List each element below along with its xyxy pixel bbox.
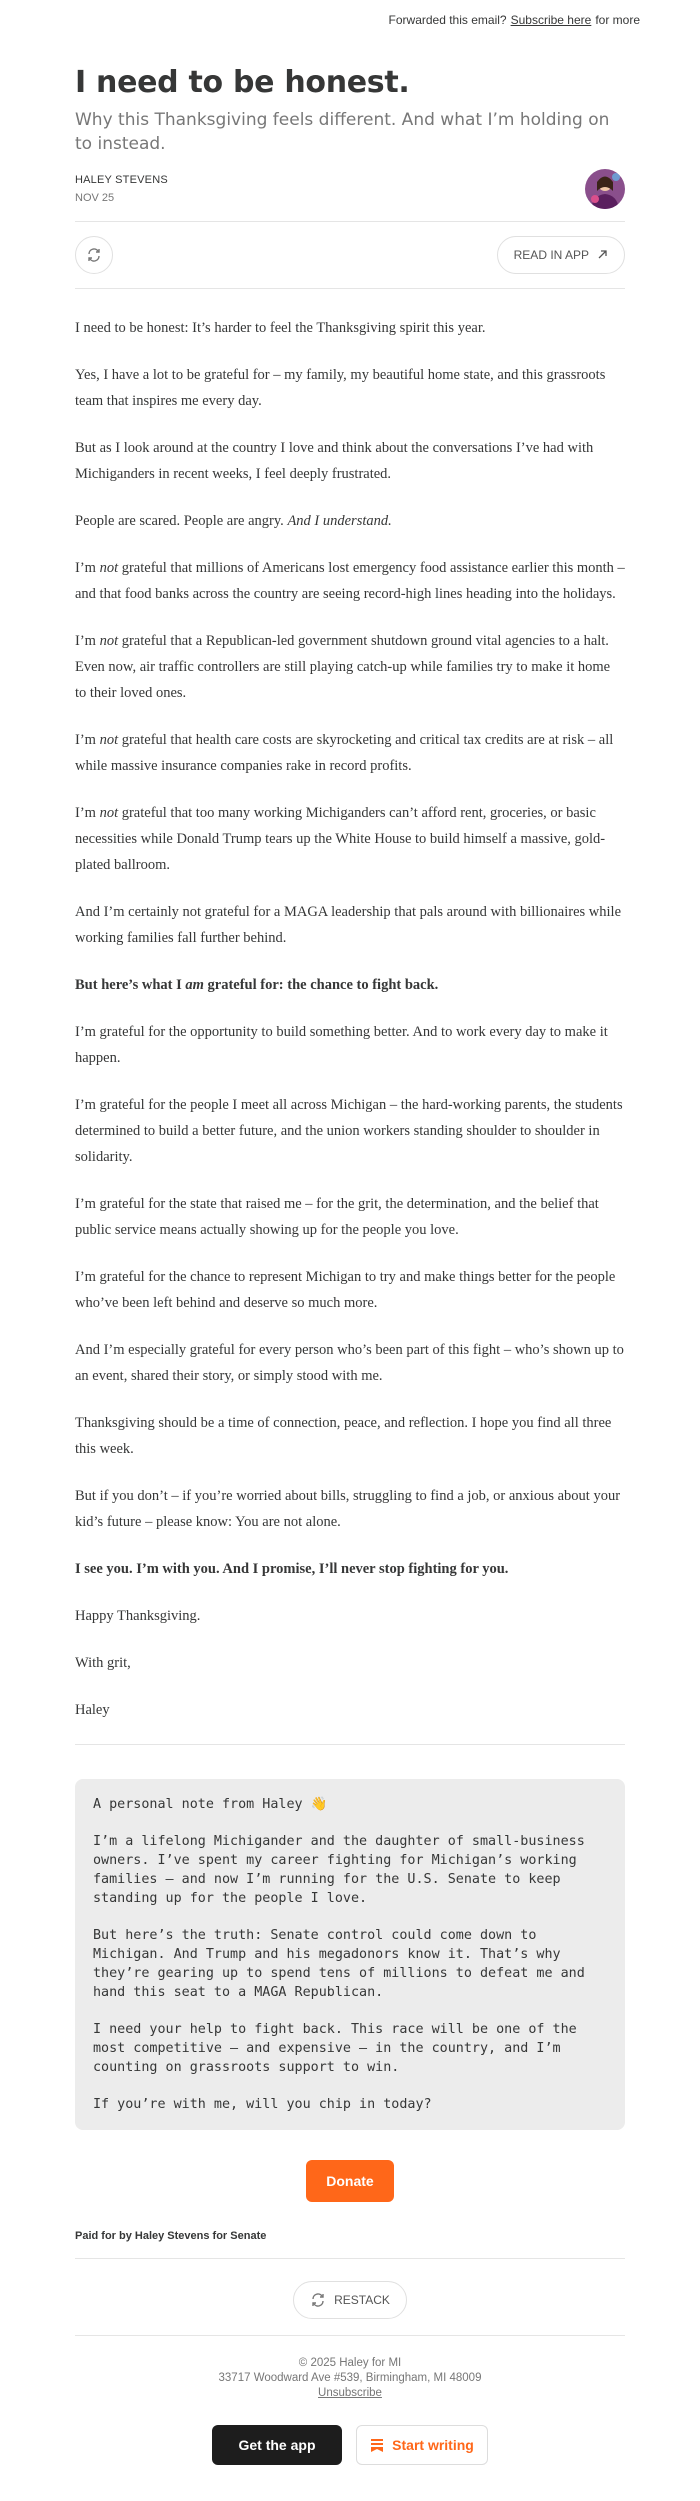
body-paragraph: I’m grateful for the chance to represent Michigan to try and make things better for the people who’ve been left behind and deserve so much more. — [75, 1268, 616, 1311]
post-body — [75, 315, 625, 1723]
body-paragraph: Happy Thanksgiving. — [75, 1607, 201, 1624]
forward-suffix: for more — [595, 13, 640, 27]
footer-copyright: © 2025 Haley for MI — [298, 2356, 402, 2369]
byline — [75, 169, 625, 209]
footer-address: 33717 Woodward Ave #539, Birmingham, MI 48009 — [218, 2371, 482, 2384]
body-paragraph: I’m not grateful that health care costs are skyrocketing and critical tax credits are at risk – all while massive insurance companies rake in record profits. — [75, 731, 614, 774]
personal-note-box — [75, 1779, 625, 2130]
forward-prefix: Forwarded this email? — [388, 13, 507, 27]
body-paragraph: And I’m especially grateful for every person who’s been part of this fight – who’s shown up to an event, shared their story, or simply stood with me. — [75, 1341, 624, 1384]
restack-label: RESTACK — [334, 2292, 390, 2307]
note-paragraph: But here’s the truth: Senate control could come down to Michigan. And Trump and his megadonors know it. That’s why they’re gearing up to spend tens of millions to defeat me and hand this seat to a MAGA Republican. — [93, 1927, 585, 2000]
restack-row — [75, 2281, 625, 2319]
body-paragraph: And I’m certainly not grateful for a MAGA leadership that pals around with billionaires while working families fall further behind. — [75, 903, 622, 946]
disclaimer-divider — [75, 2258, 625, 2259]
body-paragraph-bold: I see you. I’m with you. And I promise, I’ll never stop fighting for you. — [75, 1560, 509, 1577]
note-paragraph: I need your help to fight back. This race will be one of the most competitive – and expensive – in the country, and I’m counting on grassroots support to win. — [93, 2021, 577, 2075]
body-paragraph-bold: But here’s what I am grateful for: the chance to fight back. — [75, 976, 439, 993]
read-in-app-label: READ IN APP — [513, 247, 589, 262]
footer — [75, 2348, 625, 2401]
note-paragraph: If you’re with me, will you chip in today? — [93, 2096, 432, 2112]
start-writing-button[interactable] — [356, 2425, 488, 2465]
subscribe-link[interactable]: Subscribe here — [510, 13, 592, 27]
unsubscribe-link[interactable]: Unsubscribe — [318, 2386, 382, 2399]
restack-icon — [86, 247, 102, 263]
body-paragraph: I’m not grateful that a Republican-led government shutdown ground vital agencies to a halt. Even now, air traffic controllers are still playing catch-up while families try to make it home to their loved ones. — [75, 632, 611, 701]
author-name[interactable]: HALEY STEVENS — [75, 173, 168, 186]
body-paragraph: I’m grateful for the opportunity to build something better. And to work every day to make it happen. — [75, 1023, 608, 1066]
substack-icon — [370, 2438, 384, 2452]
restack-circle-button[interactable] — [75, 236, 113, 274]
restack-button[interactable] — [293, 2281, 407, 2319]
donate-button[interactable]: Donate — [306, 2160, 393, 2202]
forward-bar — [0, 0, 700, 40]
post-container — [75, 65, 625, 2465]
get-the-app-button[interactable]: Get the app — [212, 2425, 342, 2465]
start-writing-label: Start writing — [392, 2436, 474, 2453]
external-arrow-icon — [597, 249, 608, 260]
actions-divider — [75, 288, 625, 289]
paid-for-disclaimer: Paid for by Haley Stevens for Senate — [75, 2229, 267, 2242]
body-paragraph: Thanksgiving should be a time of connection, peace, and reflection. I hope you find all three this week. — [75, 1414, 612, 1457]
body-paragraph: I’m grateful for the state that raised me – for the grit, the determination, and the belief that public service means actually showing up for the people you love. — [75, 1195, 599, 1238]
avatar[interactable] — [585, 169, 625, 209]
body-paragraph: I need to be honest: It’s harder to feel the Thanksgiving spirit this year. — [75, 319, 486, 336]
note-paragraph: I’m a lifelong Michigander and the daughter of small-business owners. I’ve spent my career fighting for Michigan’s working families – and now I’m running for the U.S. Senate to keep standing up for the people I love. — [93, 1833, 585, 1906]
footer-divider — [75, 2335, 625, 2336]
post-title[interactable]: I need to be honest. — [75, 65, 410, 100]
body-divider — [75, 1744, 625, 1745]
body-paragraph: I’m not grateful that too many working Michiganders can’t afford rent, groceries, or basic necessities while Donald Trump tears up the White House to build himself a massive, gold-plated ballroom. — [75, 804, 606, 873]
read-in-app-button[interactable] — [497, 236, 625, 274]
restack-icon — [310, 2292, 326, 2308]
body-paragraph: I’m grateful for the people I meet all across Michigan – the hard-working parents, the students determined to build a better future, and the union workers standing shoulder to shoulder in solidarity. — [75, 1096, 623, 1165]
body-paragraph: But as I look around at the country I love and think about the conversations I’ve had with Michiganders in recent weeks, I feel deeply frustrated. — [75, 439, 594, 482]
body-paragraph: Yes, I have a lot to be grateful for – my family, my beautiful home state, and this grassroots team that inspires me every day. — [75, 366, 606, 409]
body-paragraph: People are scared. People are angry. And I understand. — [75, 512, 392, 529]
post-date: NOV 25 — [75, 191, 115, 204]
body-paragraph: I’m not grateful that millions of Americans lost emergency food assistance earlier this month – and that food banks across the country are seeing record-high lines heading into the holidays. — [75, 559, 625, 602]
post-actions — [75, 222, 625, 288]
author-photo — [585, 169, 625, 209]
donate-row — [75, 2160, 625, 2202]
cta-row — [75, 2425, 625, 2465]
body-paragraph: But if you don’t – if you’re worried about bills, struggling to find a job, or anxious about your kid’s future – please know: You are not alone. — [75, 1487, 621, 1530]
note-heading: A personal note from Haley 👋 — [93, 1796, 328, 1812]
body-paragraph: With grit, — [75, 1654, 131, 1671]
signature: Haley — [75, 1701, 110, 1718]
post-subtitle: Why this Thanksgiving feels different. And what I’m holding on to instead. — [75, 110, 610, 154]
